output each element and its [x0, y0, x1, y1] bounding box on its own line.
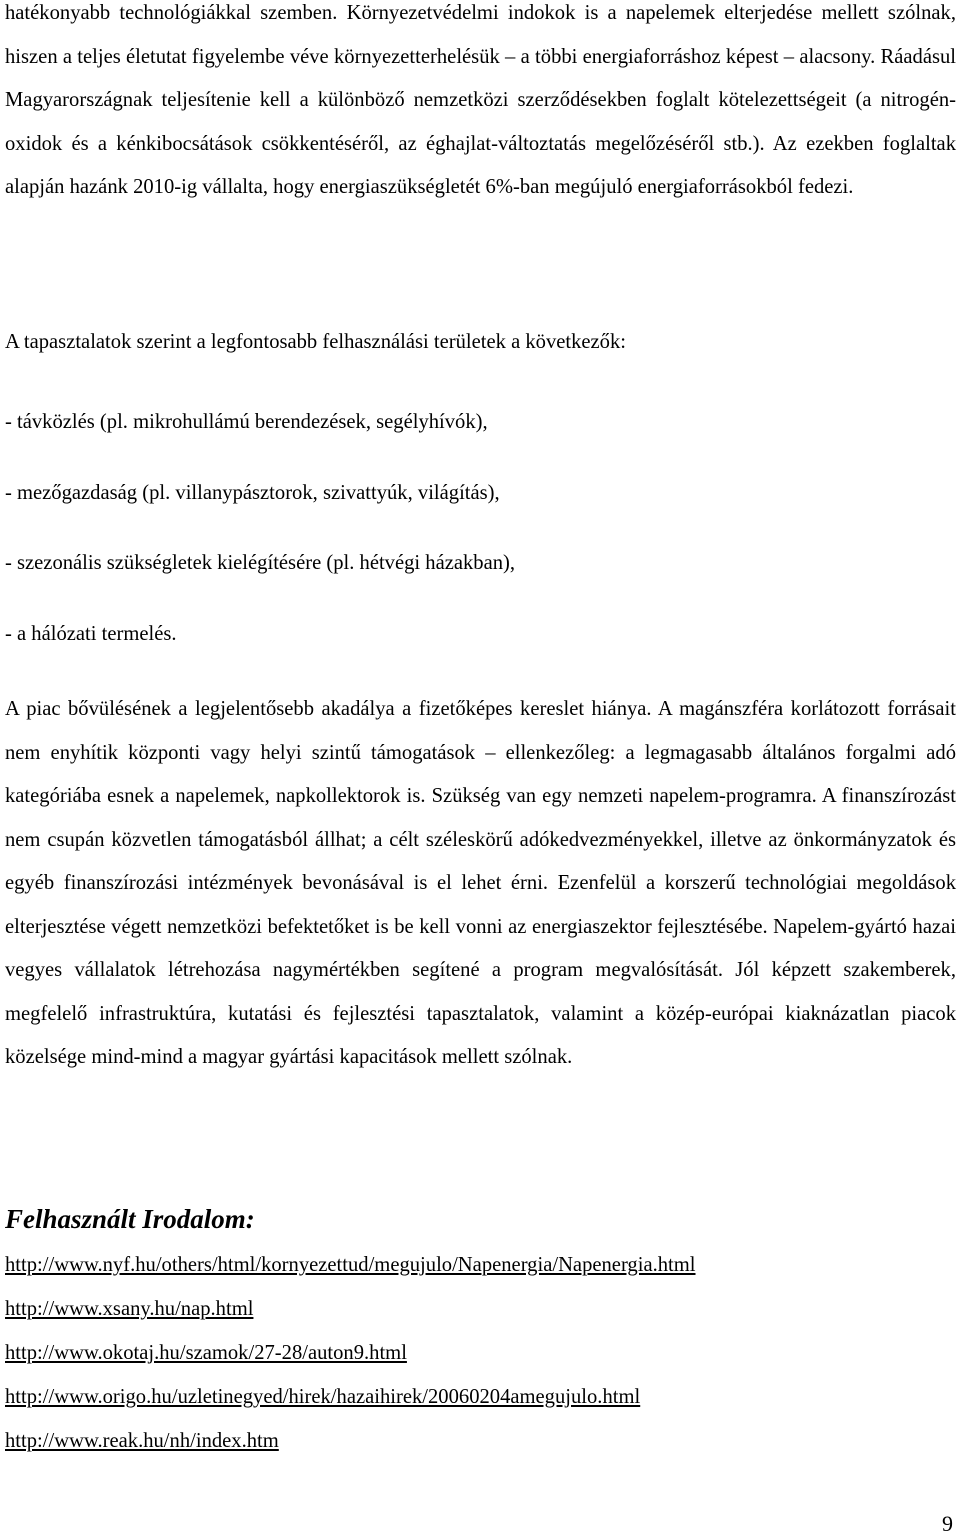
reference-link-origo[interactable]: http://www.origo.hu/uzletinegyed/hirek/hazaihirek/20060204amegujulo.html — [5, 1386, 641, 1408]
body-paragraph-market: A piac bővülésének a legjelentősebb akadálya a fizetőképes kereslet hiánya. A magánszféra korlátozott forrásait nem enyhítik központi vagy helyi szintű támogatások – ellenkezőleg: a legmagasabb általános forgalmi adó kategóriába esnek a napelemek, napkollektorok is. Szükség van egy nemzeti napelem-programra. A finanszírozást nem csupán közvetlen támogatásból állhat; a célt széleskörű adókedvezményekkel, illetve az önkormányzatok és egyéb finanszírozási intézmények bevonásával is el lehet érni. Ezenfelül a korszerű technológiai megoldások elterjesztése végett nemzetközi befektetőket is be kell vonni az energiaszektor fejlesztésébe. Napelem-gyártó hazai vegyes vállalatok létrehozása nagymértékben segítené a program megvalósítását. Jól képzett szakemberek, megfelelő infrastruktúra, kutatási és fejlesztési tapasztalatok, valamint a közép-európai kiaknázatlan piacok közelsége mind-mind a magyar gyártási kapacitások mellett szólnak. — [5, 698, 956, 1068]
list-item-grid: - a hálózati termelés. — [5, 623, 177, 645]
page-number: 9 — [942, 1511, 953, 1536]
body-paragraph-usage-intro: A tapasztalatok szerint a legfontosabb felhasználási területek a következők: — [5, 331, 626, 353]
references-heading: Felhasznált Irodalom: — [5, 1204, 255, 1234]
reference-link-okotaj[interactable]: http://www.okotaj.hu/szamok/27-28/auton9.html — [5, 1342, 407, 1364]
list-item-seasonal: - szezonális szükségletek kielégítésére (pl. hétvégi házakban), — [5, 552, 516, 574]
reference-link-reak[interactable]: http://www.reak.hu/nh/index.htm — [5, 1430, 279, 1452]
reference-link-nyf[interactable]: http://www.nyf.hu/others/html/kornyezettud/megujulo/Napenergia/Napenergia.html — [5, 1254, 696, 1276]
list-item-agriculture: - mezőgazdaság (pl. villanypásztorok, szivattyúk, világítás), — [5, 482, 500, 504]
list-item-telecom: - távközlés (pl. mikrohullámú berendezések, segélyhívók), — [5, 411, 488, 433]
body-paragraph-environment: hatékonyabb technológiákkal szemben. Környezetvédelmi indokok is a napelemek elterjedése mellett szólnak, hiszen a teljes életutat figyelembe véve környezetterhelésük – a többi energiaforráshoz képest – alacsony. Ráadásul Magyarországnak teljesítenie kell a különböző nemzetközi szerződésekben foglalt kötelezettségeit (a nitrogén-oxidok és a kénkibocsátások csökkentéséről, az éghajlat-változtatás megelőzéséről stb.). Az ezekben foglaltak alapján hazánk 2010-ig vállalta, hogy energiaszükségletét 6%-ban megújuló energiaforrásokból fedezi. — [5, 2, 956, 198]
reference-link-xsany[interactable]: http://www.xsany.hu/nap.html — [5, 1298, 254, 1320]
